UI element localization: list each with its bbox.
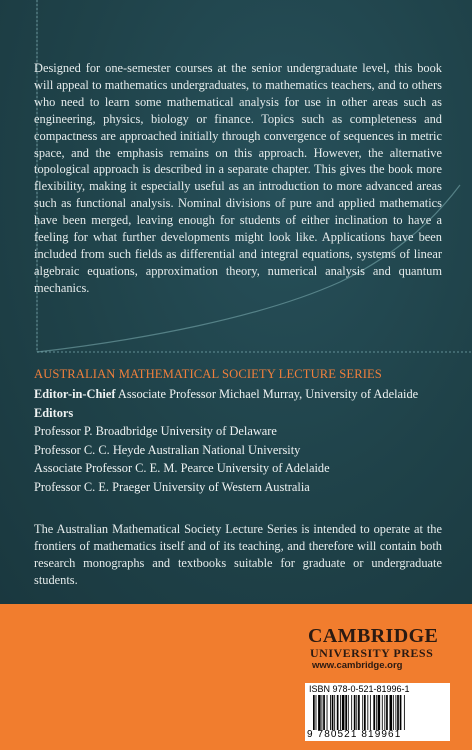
editor-in-chief-label: Editor-in-Chief	[34, 387, 116, 401]
barcode-bar	[340, 695, 341, 730]
barcode-bar	[395, 695, 396, 730]
publisher-press: UNIVERSITY PRESS	[310, 646, 434, 660]
barcode-bar	[334, 695, 335, 730]
book-description: Designed for one-semester courses at the senior undergraduate level, this book will appeal to mathematics undergraduates, to mathematics teachers, and to others who need to learn some mathematical analysis for use in other areas such as engineering, physics, biology or finance. Topics such as completeness and compactness are approached initially through convergence of sequences in metric space, and the emphasis remains on this approach. However, the alternative topological approach is described in a separate chapter. This gives the book more flexibility, making it especially useful as an introduction to more advanced areas such as functional analysis. Nominal divisions of pure and applied mathematics have been merged, leaving enough for students of either inclination to have a feeling for what further developments might look like. Applications have been included from such fields as differential and integral equations, systems of linear algebraic equations, approximation theory, numerical analysis and quantum mechanics.	[34, 61, 442, 295]
editorial-board	[34, 385, 454, 497]
editor-entry: Professor C. C. Heyde Australian National University	[34, 442, 301, 457]
barcode-bar	[332, 695, 334, 730]
isbn-barcode-block	[305, 683, 450, 741]
barcode-bar	[351, 695, 352, 730]
barcode-bar	[367, 695, 368, 730]
barcode-bar	[313, 695, 315, 730]
barcode-bar	[384, 695, 385, 730]
barcode-bar	[345, 695, 347, 730]
barcode-bar	[356, 695, 357, 730]
barcode-bar	[337, 695, 339, 730]
barcode-bar	[348, 695, 349, 730]
barcode-bar	[382, 695, 383, 730]
barcode-bar	[404, 695, 405, 730]
barcode-graphic	[307, 695, 448, 730]
barcode-bar	[390, 695, 393, 730]
editor-entry: Professor C. E. Praeger University of Western Australia	[34, 479, 310, 494]
barcode-bar	[400, 695, 402, 730]
barcode-bar	[397, 695, 399, 730]
barcode-bar	[393, 695, 394, 730]
isbn-label: ISBN 978-0-521-81996-1	[309, 684, 410, 694]
editors-label-line	[34, 404, 454, 423]
barcode-bar	[342, 695, 345, 730]
barcode-bar	[316, 695, 317, 730]
editor-in-chief-line	[34, 385, 454, 404]
barcode-bar	[354, 695, 356, 730]
barcode-bar	[327, 695, 328, 730]
editor-in-chief-name: Associate Professor Michael Murray, University of Adelaide	[117, 387, 419, 401]
barcode-bar	[373, 695, 375, 730]
barcode-bar	[364, 695, 366, 730]
editor-entry: Professor P. Broadbridge University of Delaware	[34, 424, 277, 439]
barcode-digits: 9 780521 819961	[307, 729, 402, 740]
barcode-bar	[386, 695, 388, 730]
series-title: AUSTRALIAN MATHEMATICAL SOCIETY LECTURE SERIES	[34, 367, 382, 381]
series-description: The Australian Mathematical Society Lecture Series is intended to operate at the frontiers of mathematics itself and of its teaching, and therefore will contain both research monographs and textbooks suitable for graduate or undergraduate students.	[34, 522, 442, 587]
barcode-bar	[376, 695, 377, 730]
barcode-bar	[362, 695, 363, 730]
editors-label: Editors	[34, 405, 74, 420]
barcode-bar	[330, 695, 331, 730]
publisher-url: www.cambridge.org	[312, 660, 403, 671]
publisher-name: CAMBRIDGE	[308, 625, 439, 647]
barcode-bar	[323, 695, 325, 730]
barcode-bar	[358, 695, 360, 730]
barcode-bar	[370, 695, 371, 730]
editor-entry: Associate Professor C. E. M. Pearce University of Adelaide	[34, 461, 330, 476]
barcode-bar	[318, 695, 321, 730]
barcode-bar	[322, 695, 323, 730]
publisher-logo	[308, 626, 448, 672]
barcode-bar	[378, 695, 381, 730]
